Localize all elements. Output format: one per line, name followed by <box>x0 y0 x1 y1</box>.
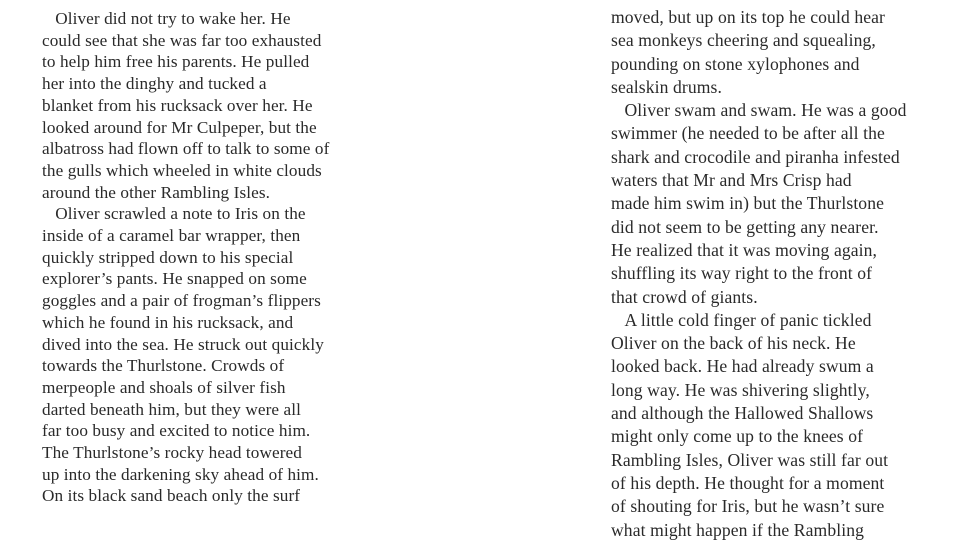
text-line: quickly stripped down to his special <box>42 247 294 267</box>
text-line: Rambling Isles, Oliver was still far out <box>611 449 889 470</box>
text-line: sea monkeys cheering and squealing, <box>611 30 876 51</box>
text-line: A little cold finger of panic tickled <box>611 309 872 330</box>
text-line: the gulls which wheeled in white clouds <box>42 160 322 180</box>
text-line: up into the darkening sky ahead of him. <box>42 464 319 484</box>
text-line: made him swim in) but the Thurlstone <box>611 193 885 214</box>
text-line: Oliver on the back of his neck. He <box>611 333 856 354</box>
text-line: dived into the sea. He struck out quickly <box>42 334 324 354</box>
text-line: blanket from his rucksack over her. He <box>42 95 313 115</box>
right-page <box>611 6 971 542</box>
text-line: waters that Mr and Mrs Crisp had <box>611 170 852 191</box>
text-line: merpeople and shoals of silver fish <box>42 377 286 397</box>
text-line: might only come up to the knees of <box>611 426 864 447</box>
text-line: of shouting for Iris, but he wasn’t sure <box>611 496 885 517</box>
text-line: albatross had flown off to talk to some of <box>42 139 330 159</box>
text-line: On its black sand beach only the surf <box>42 486 301 506</box>
text-line: pounding on stone xylophones and <box>611 53 860 74</box>
text-line: what might happen if the Rambling <box>611 519 864 540</box>
text-line: shuffling its way right to the front of <box>611 263 873 284</box>
text-line: moved, but up on its top he could hear <box>611 7 886 27</box>
text-line: far too busy and excited to notice him. <box>42 421 311 441</box>
text-line: The Thurlstone’s rocky head towered <box>42 443 302 463</box>
text-line: swimmer (he needed to be after all the <box>611 123 885 144</box>
text-line: of his depth. He thought for a moment <box>611 472 885 493</box>
text-line: did not seem to be getting any nearer. <box>611 216 879 237</box>
text-line: He realized that it was moving again, <box>611 239 878 260</box>
text-line: towards the Thurlstone. Crowds of <box>42 356 285 376</box>
left-page <box>42 8 372 507</box>
text-line: darted beneath him, but they were all <box>42 399 302 419</box>
text-line: which he found in his rucksack, and <box>42 312 294 332</box>
text-line: shark and crocodile and piranha infested <box>611 146 900 167</box>
text-line: could see that she was far too exhausted <box>42 30 322 50</box>
text-line: and although the Hallowed Shallows <box>611 403 874 424</box>
text-line: that crowd of giants. <box>611 286 758 307</box>
text-line: looked back. He had already swum a <box>611 356 874 377</box>
text-line: looked around for Mr Culpeper, but the <box>42 117 317 137</box>
text-line: goggles and a pair of frogman’s flippers <box>42 291 321 311</box>
text-line: around the other Rambling Isles. <box>42 182 271 202</box>
text-line: inside of a caramel bar wrapper, then <box>42 226 301 246</box>
text-line: sealskin drums. <box>611 76 722 97</box>
text-line: long way. He was shivering slightly, <box>611 379 870 400</box>
text-line: Oliver scrawled a note to Iris on the <box>42 204 306 224</box>
text-line: her into the dinghy and tucked a <box>42 74 267 94</box>
text-line: to help him free his parents. He pulled <box>42 52 310 72</box>
text-line: Oliver did not try to wake her. He <box>42 9 291 28</box>
text-line: Oliver swam and swam. He was a good <box>611 100 907 121</box>
text-line: explorer’s pants. He snapped on some <box>42 269 307 289</box>
